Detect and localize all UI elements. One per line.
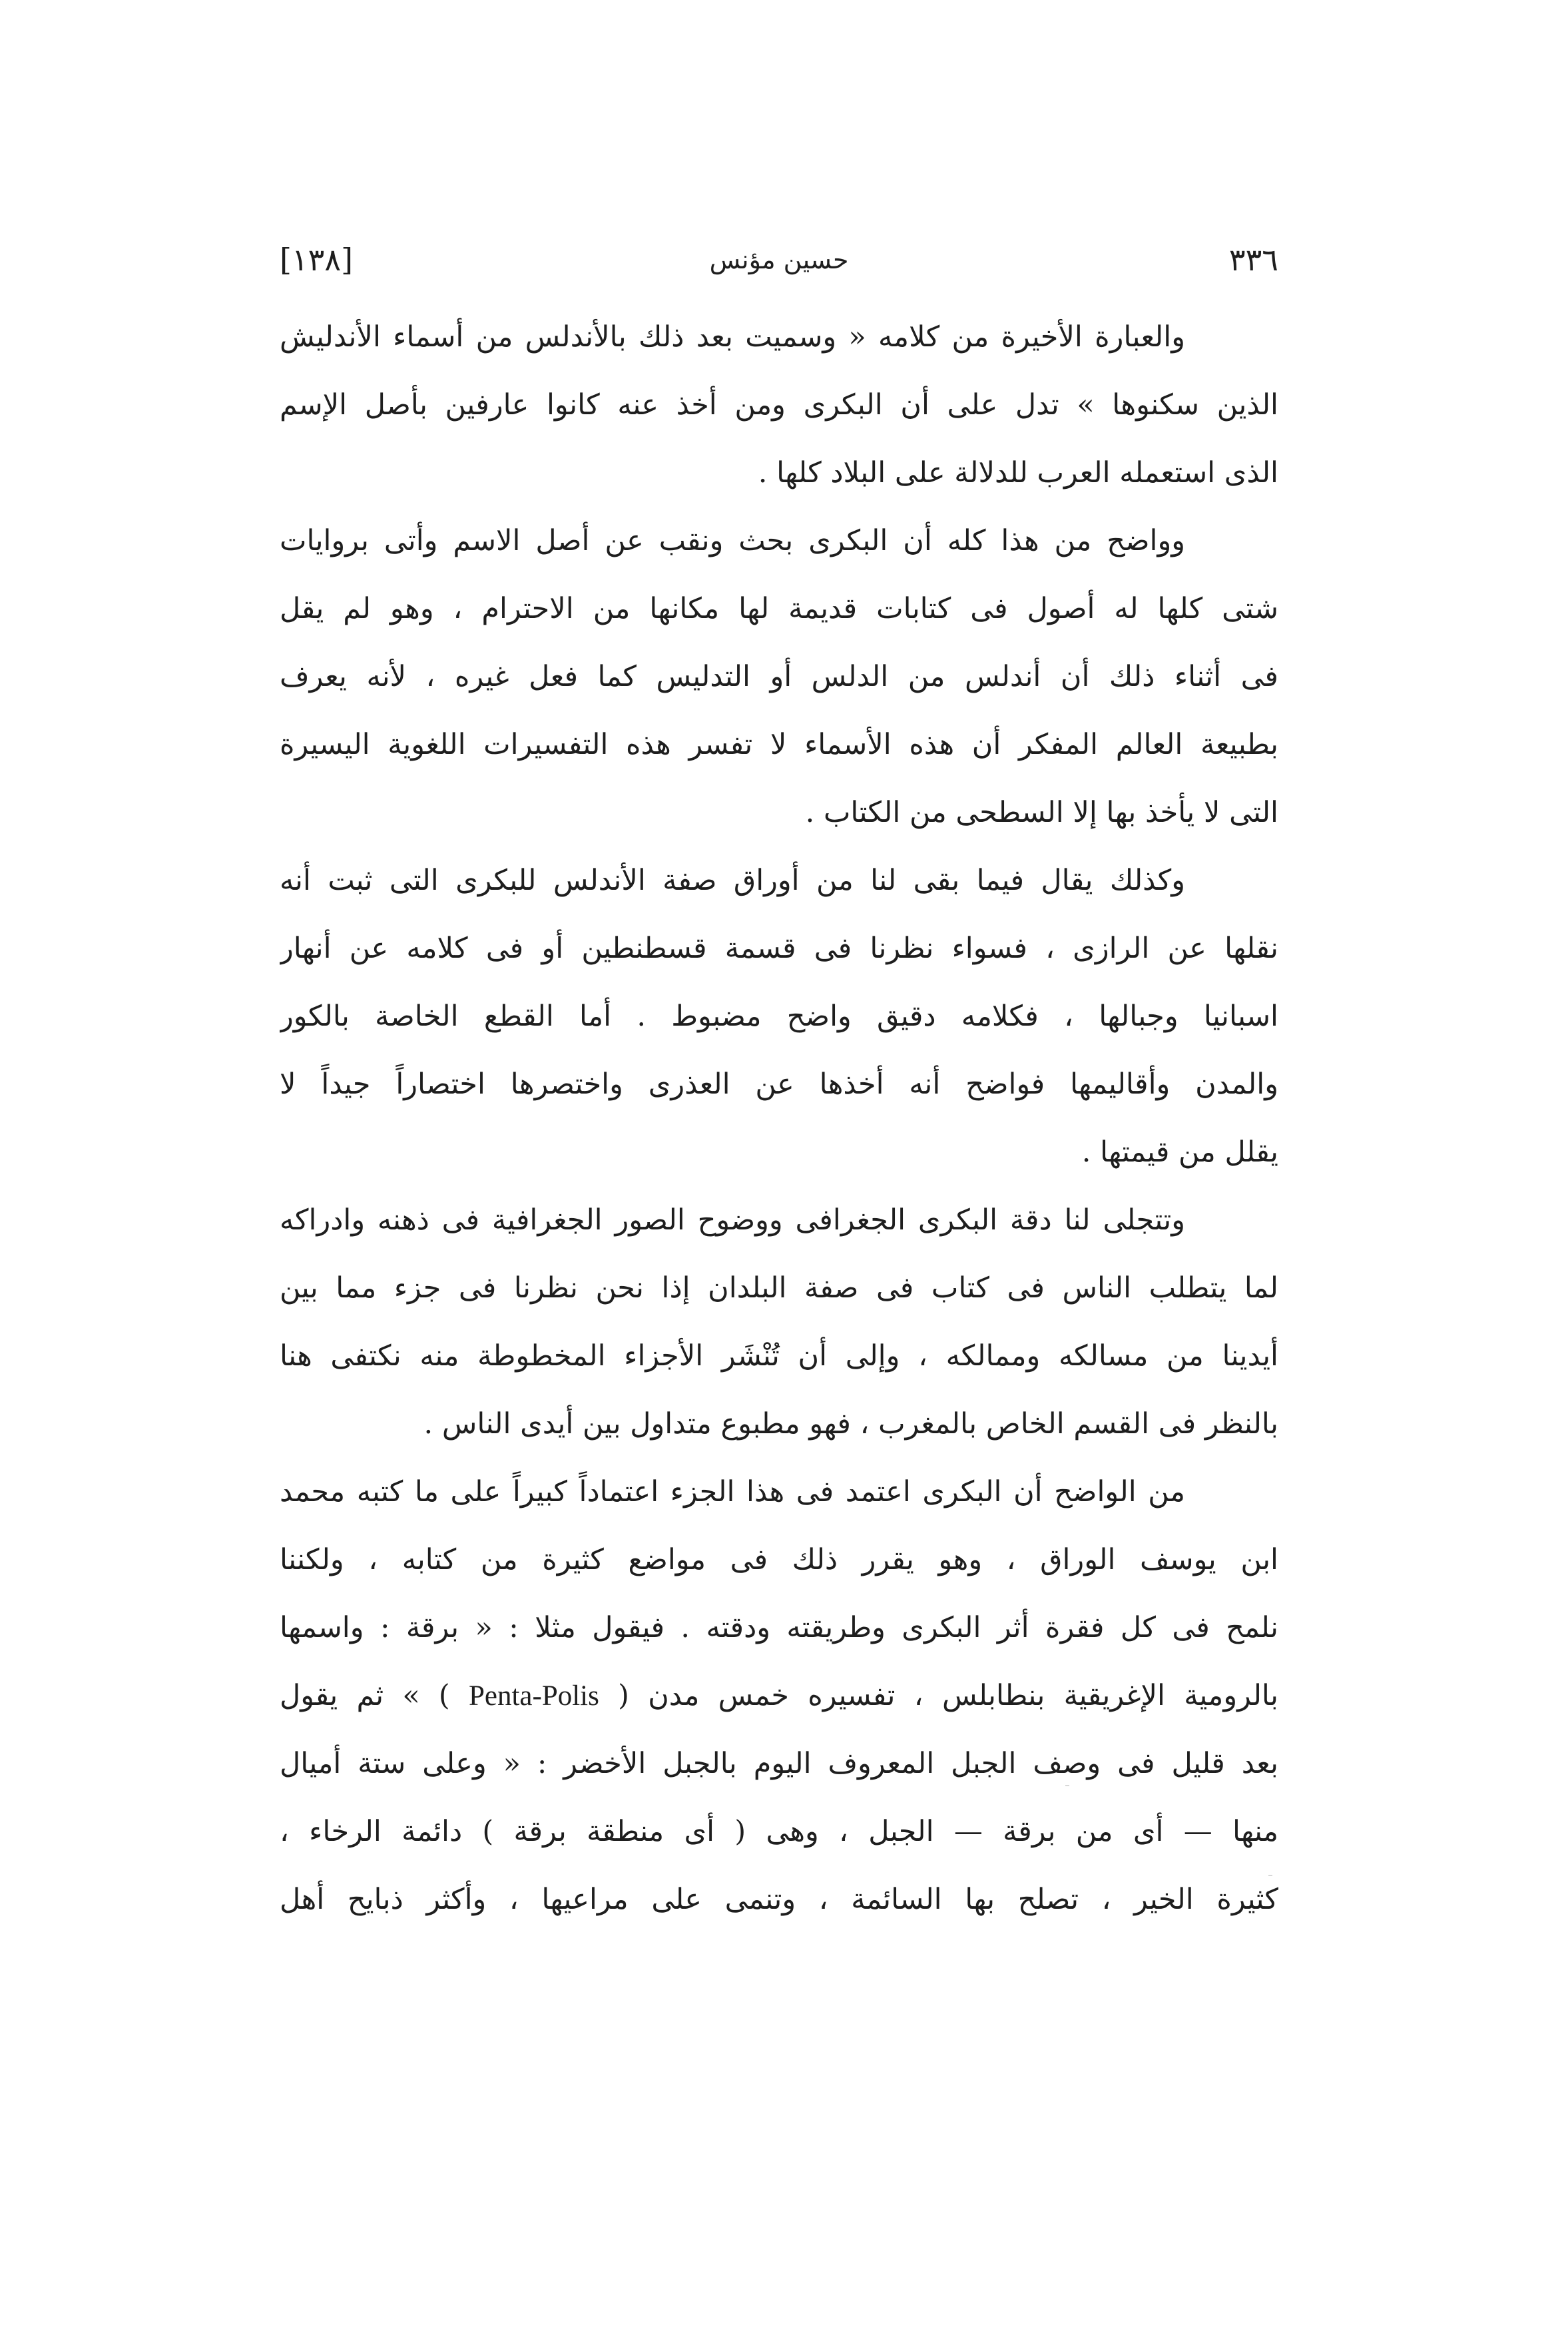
text-line: ابن يوسف الوراق ، وهو يقرر ذلك فى مواضع كثيرة من كتابه ، ولكننا (280, 1543, 1278, 1576)
scan-speck (1268, 1875, 1272, 1876)
line-segment: بالرومية الإغريقية بنطابلس ، تفسيره خمس مدن ( (618, 1679, 1278, 1712)
page-number: ٣٣٦ (1228, 242, 1278, 278)
text-line: الذين سكنوها » تدل على أن البكرى ومن أخذ عنه كانوا عارفين بأصل الإسم (280, 388, 1278, 422)
paragraph-3 (280, 846, 1278, 1186)
text-line: بالنظر فى القسم الخاص بالمغرب ، فهو مطبوع متداول بين أيدى الناس . (423, 1407, 1278, 1441)
paragraph-1 (280, 303, 1278, 507)
text-line: شتى كلها له أصول فى كتابات قديمة لها مكانها من الاحترام ، وهو لم يقل (280, 592, 1278, 625)
text-line: لما يتطلب الناس فى كتاب فى صفة البلدان إذا نحن نظرنا فى جزء مما بين (280, 1271, 1278, 1305)
text-line: الذى استعمله العرب للدلالة على البلاد كلها . (758, 456, 1278, 490)
section-number: [١٣٨] (280, 242, 354, 278)
paragraph-2 (280, 507, 1278, 846)
text-line: التى لا يأخذ بها إلا السطحى من الكتاب . (805, 796, 1278, 829)
text-line: كثيرة الخير ، تصلح بها السائمة ، وتنمى على مراعيها ، وأكثر ذبايح أهل (280, 1883, 1278, 1916)
body-text (280, 303, 1278, 1933)
author-name: حسين مؤنس (709, 245, 849, 274)
latin-term: Penta-Polis (468, 1680, 599, 1712)
line-segment: ) » ثم يقول (280, 1679, 450, 1712)
paragraph-5 (280, 1458, 1278, 1933)
running-head (280, 236, 1278, 283)
text-line: من الواضح أن البكرى اعتمد فى هذا الجزء اعتماداً كبيراً على ما كتبه محمد (280, 1475, 1185, 1508)
text-line: نلمح فى كل فقرة أثر البكرى وطريقته ودقته . فيقول مثلا : « برقة : واسمها (280, 1611, 1278, 1644)
text-line-with-latin (280, 1662, 1278, 1730)
text-line: وكذلك يقال فيما بقى لنا من أوراق صفة الأندلس للبكرى التى ثبت أنه (280, 864, 1185, 897)
text-line: فى أثناء ذلك أن أندلس من الدلس أو التدليس كما فعل غيره ، لأنه يعرف (280, 660, 1278, 693)
text-line: نقلها عن الرازى ، فسواء نظرنا فى قسمة قسطنطين أو فى كلامه عن أنهار (280, 932, 1278, 965)
text-line: وتتجلى لنا دقة البكرى الجغرافى ووضوح الصور الجغرافية فى ذهنه وادراكه (280, 1203, 1185, 1237)
text-line: يقلل من قيمتها . (1081, 1136, 1278, 1169)
text-line: والمدن وأقاليمها فواضح أنه أخذها عن العذرى واختصرها اختصاراً جيداً لا (280, 1068, 1278, 1101)
paragraph-4 (280, 1186, 1278, 1458)
text-line: بعد قليل فى وصف الجبل المعروف اليوم بالجبل الأخضر : « وعلى ستة أميال (280, 1747, 1278, 1780)
scan-speck (1065, 1785, 1069, 1786)
text-line: منها — أى من برقة — الجبل ، وهى ( أى منطقة برقة ) دائمة الرخاء ، (280, 1815, 1278, 1848)
text-line: والعبارة الأخيرة من كلامه « وسميت بعد ذلك بالأندلس من أسماء الأندليش (280, 320, 1185, 354)
text-line: اسبانيا وجبالها ، فكلامه دقيق واضح مضبوط . أما القطع الخاصة بالكور (280, 1000, 1278, 1033)
text-line: وواضح من هذا كله أن البكرى بحث ونقب عن أصل الاسم وأتى بروايات (280, 524, 1185, 557)
text-line: بطبيعة العالم المفكر أن هذه الأسماء لا تفسر هذه التفسيرات اللغوية اليسيرة (280, 728, 1278, 761)
text-line: أيدينا من مسالكه وممالكه ، وإلى أن تُنْشَر الأجزاء المخطوطة منه نكتفى هنا (280, 1339, 1278, 1373)
